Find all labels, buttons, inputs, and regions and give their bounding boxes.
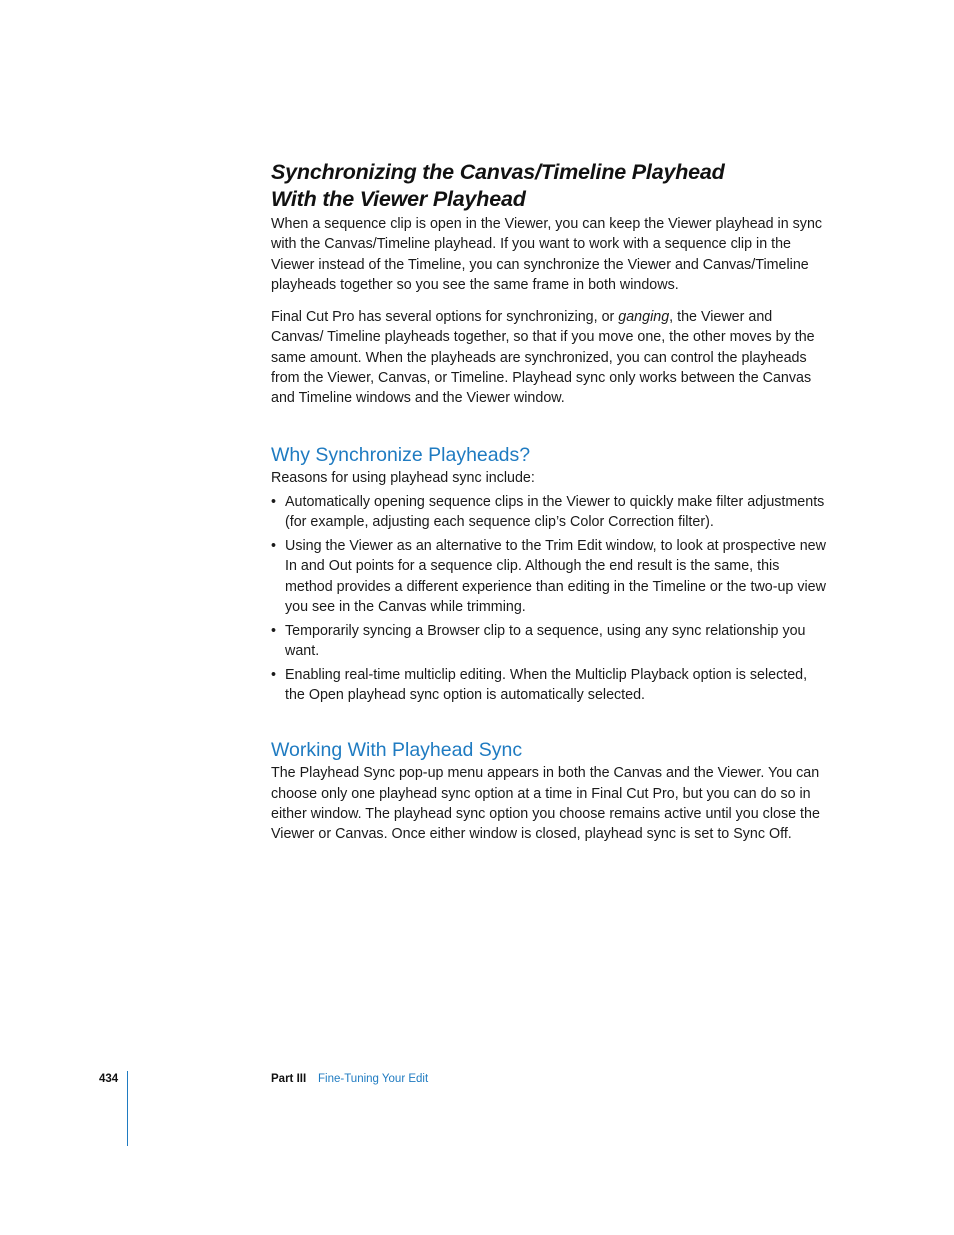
why-sync-intro: Reasons for using playhead sync include: (271, 469, 535, 486)
working-heading: Working With Playhead Sync (271, 739, 523, 762)
intro-paragraph: When a sequence clip is open in the Viewer, you can keep the Viewer playhead in sync with the Canvas/Timeline playhead. If you want to work with a sequence clip in the Viewer instead of the Timeline, you can synchronize the Viewer and Canvas/Timeline playheads together so you see the same frame in both windows. (271, 216, 823, 293)
list-item (271, 665, 827, 706)
ganging-paragraph-start: Final Cut Pro has several options for synchronizing, or (271, 309, 619, 326)
bullet-icon: • (271, 493, 277, 510)
list-item (271, 536, 827, 617)
list-item-text: Automatically opening sequence clips in the Viewer to quickly make filter adjustments (for example, adjusting each sequence clip’s Color Correction filter). (285, 493, 825, 531)
footer-chapter-title: Fine-Tuning Your Edit (318, 1073, 429, 1085)
footer-part-label: Part III (271, 1073, 307, 1085)
page-number: 434 (99, 1073, 119, 1085)
page-content (271, 159, 827, 845)
why-sync-heading: Why Synchronize Playheads? (271, 443, 531, 466)
reasons-list (271, 492, 827, 705)
list-item-text: Enabling real-time multiclip editing. When the Multiclip Playback option is selected, the Open playhead sync option is automatically selected. (285, 666, 808, 704)
ganging-paragraph-end: , the Viewer and Canvas/ Timeline playheads together, so that if you move one, the other moves by the same amount. When the playheads are synchronized, you can control the playheads from the Viewer, Canvas, or Timeline. Playhead sync only works between the Canvas and Timeline windows and the Viewer window. (271, 309, 815, 407)
list-item-text: Using the Viewer as an alternative to the Trim Edit window, to look at prospective new In and Out points for a sequence clip. Although the end result is the same, this method provides a different experience than editing in the Timeline or the two-up view you see in the Canvas while trimming. (285, 538, 826, 615)
bullet-icon: • (271, 666, 277, 683)
ganging-term: ganging (618, 309, 670, 326)
ganging-paragraph (271, 307, 827, 408)
bullet-icon: • (271, 622, 277, 639)
section-title-line-2: With the Viewer Playhead (271, 187, 526, 211)
list-item-text: Temporarily syncing a Browser clip to a sequence, using any sync relationship you want. (285, 622, 806, 660)
working-paragraph: The Playhead Sync pop-up menu appears in both the Canvas and the Viewer. You can choose only one playhead sync option at a time in Final Cut Pro, but you can do so in either window. The playhead sync option you choose remains active until you close the Viewer or Canvas. Once either window is closed, playhead sync is set to Sync Off. (271, 765, 820, 843)
bullet-icon: • (271, 538, 277, 555)
section-title-line-1: Synchronizing the Canvas/Timeline Playhead (271, 160, 725, 184)
list-item (271, 492, 827, 533)
footer-divider (127, 1071, 128, 1146)
list-item (271, 621, 827, 662)
section-title (271, 159, 827, 213)
